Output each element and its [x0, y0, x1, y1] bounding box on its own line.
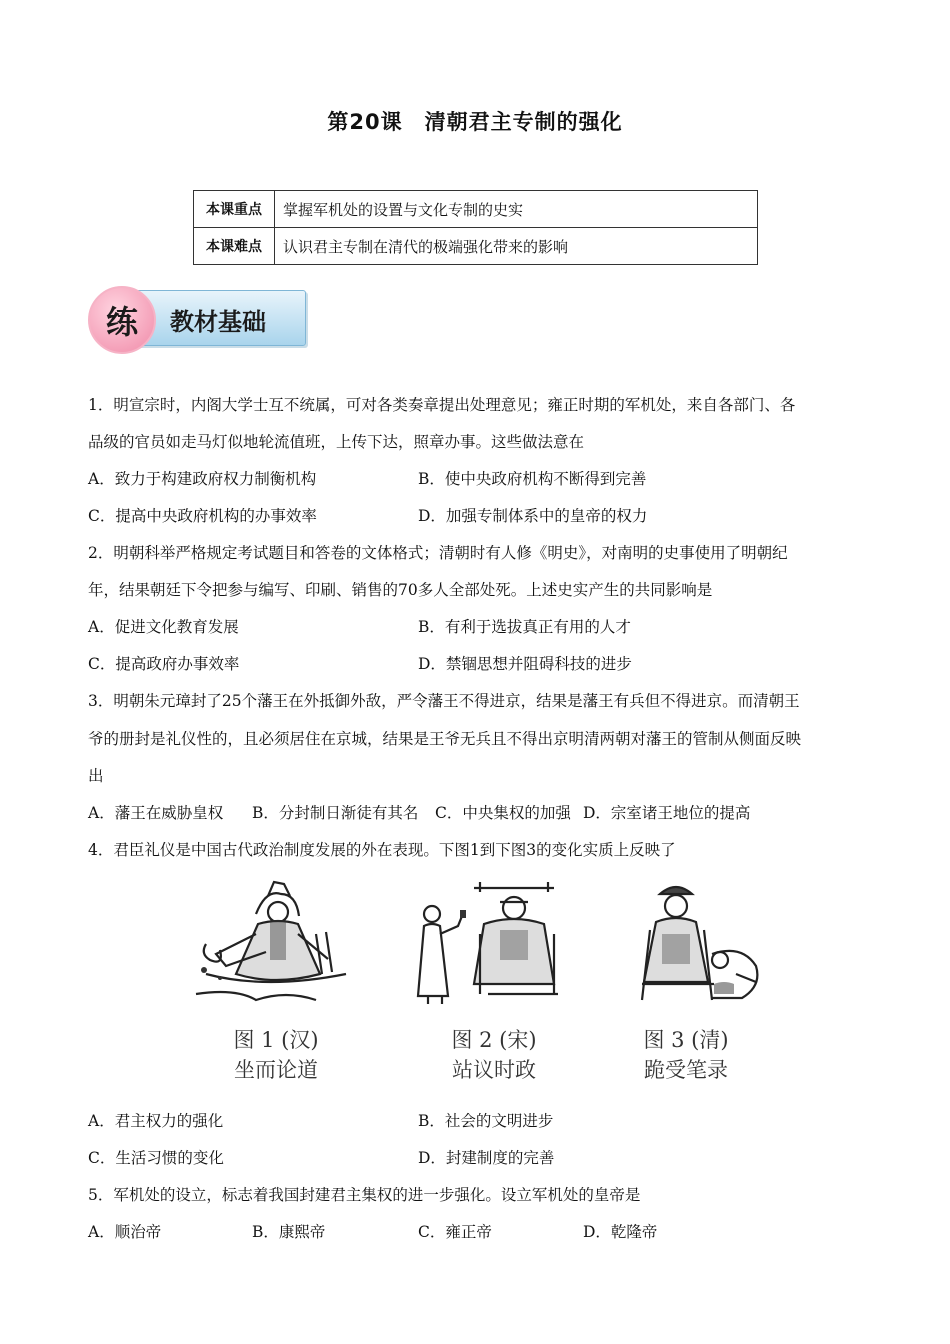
table-row [194, 228, 758, 265]
question-5-text: 5．军机处的设立，标志着我国封建君主集权的进一步强化。设立军机处的皇帝是 [88, 1186, 641, 1204]
q3-option-d: D．宗室诸王地位的提高 [583, 804, 751, 822]
q4-option-d: D．封建制度的完善 [418, 1149, 555, 1167]
figure-1-caption-period: 图 1 (汉) [233, 1028, 319, 1052]
page-title: 第20课 清朝君主专制的强化 [327, 110, 623, 134]
banner-label: 教材基础 [170, 308, 266, 336]
q1-option-a: A．致力于构建政府权力制衡机构 [88, 470, 317, 488]
banner-badge: 练 [88, 286, 156, 354]
figure-3-caption-title: 跪受笔录 [644, 1058, 728, 1082]
lesson-focus-table [193, 190, 758, 265]
q3-option-b: B．分封制日渐徒有其名 [252, 804, 419, 822]
figure-1 [186, 874, 366, 1086]
q2-option-d: D．禁锢思想并阻碍科技的进步 [418, 655, 632, 673]
q2-option-b: B．有利于选拔真正有用的人才 [418, 618, 631, 636]
q4-option-a: A．君主权力的强化 [88, 1112, 224, 1130]
difficulty-key: 本课难点 [194, 228, 275, 265]
q4-option-c: C．生活习惯的变化 [88, 1149, 224, 1167]
song-standing-illustration [404, 874, 584, 1014]
figure-2-caption-period: 图 2 (宋) [451, 1028, 537, 1052]
figure-2 [404, 874, 584, 1086]
q3-option-c: C．中央集权的加强 [435, 804, 571, 822]
q5-option-d: D．乾隆帝 [583, 1223, 658, 1241]
q5-option-a: A．顺治帝 [88, 1223, 162, 1241]
han-seated-illustration [186, 874, 366, 1014]
question-3-text: 3．明朝朱元璋封了25个藩王在外抵御外敌，严令藩王不得进京，结果是藩王有兵但不得进京。而清朝王 [88, 692, 800, 710]
question-2-text: 2．明朝科举严格规定考试题目和答卷的文体格式；清朝时有人修《明史》，对南明的史事使用了明朝纪 [88, 544, 788, 562]
figure-3-caption-period: 图 3 (清) [643, 1028, 729, 1052]
q2-option-c: C．提高政府办事效率 [88, 655, 240, 673]
question-1-text: 1．明宣宗时，内阁大学士互不统属，可对各类奏章提出处理意见；雍正时期的军机处，来自各部门、各 [88, 396, 796, 414]
figure-2-caption-title: 站议时政 [452, 1058, 536, 1082]
q3-option-a: A．藩王在威胁皇权 [88, 804, 224, 822]
question-1-text-cont: 品级的官员如走马灯似地轮流值班，上传下达，照章办事。这些做法意在 [88, 433, 585, 451]
q1-option-c: C．提高中央政府机构的办事效率 [88, 507, 317, 525]
focus-key: 本课重点 [194, 191, 275, 228]
question-4-text: 4．君臣礼仪是中国古代政治制度发展的外在表现。下图1到下图3的变化实质上反映了 [88, 841, 676, 859]
q5-option-c: C．雍正帝 [418, 1223, 492, 1241]
q1-option-d: D．加强专制体系中的皇帝的权力 [418, 507, 648, 525]
figure-3 [596, 874, 776, 1086]
q1-option-b: B．使中央政府机构不断得到完善 [418, 470, 647, 488]
q2-option-a: A．促进文化教育发展 [88, 618, 239, 636]
figure-1-caption-title: 坐而论道 [234, 1058, 318, 1082]
question-3-text-end: 出 [88, 767, 104, 785]
q5-option-b: B．康熙帝 [252, 1223, 326, 1241]
focus-value: 掌握军机处的设置与文化专制的史实 [275, 191, 758, 228]
qing-kneeling-illustration [596, 874, 776, 1014]
section-banner [88, 288, 306, 348]
question-3-text-cont: 爷的册封是礼仪性的，且必须居住在京城，结果是王爷无兵且不得出京明清两朝对藩王的管制从侧面反映 [88, 730, 802, 748]
difficulty-value: 认识君主专制在清代的极端强化带来的影响 [275, 228, 758, 265]
q4-option-b: B．社会的文明进步 [418, 1112, 554, 1130]
etiquette-figure [186, 874, 764, 1086]
table-row [194, 191, 758, 228]
question-2-text-cont: 年，结果朝廷下令把参与编写、印刷、销售的70多人全部处死。上述史实产生的共同影响是 [88, 581, 713, 599]
